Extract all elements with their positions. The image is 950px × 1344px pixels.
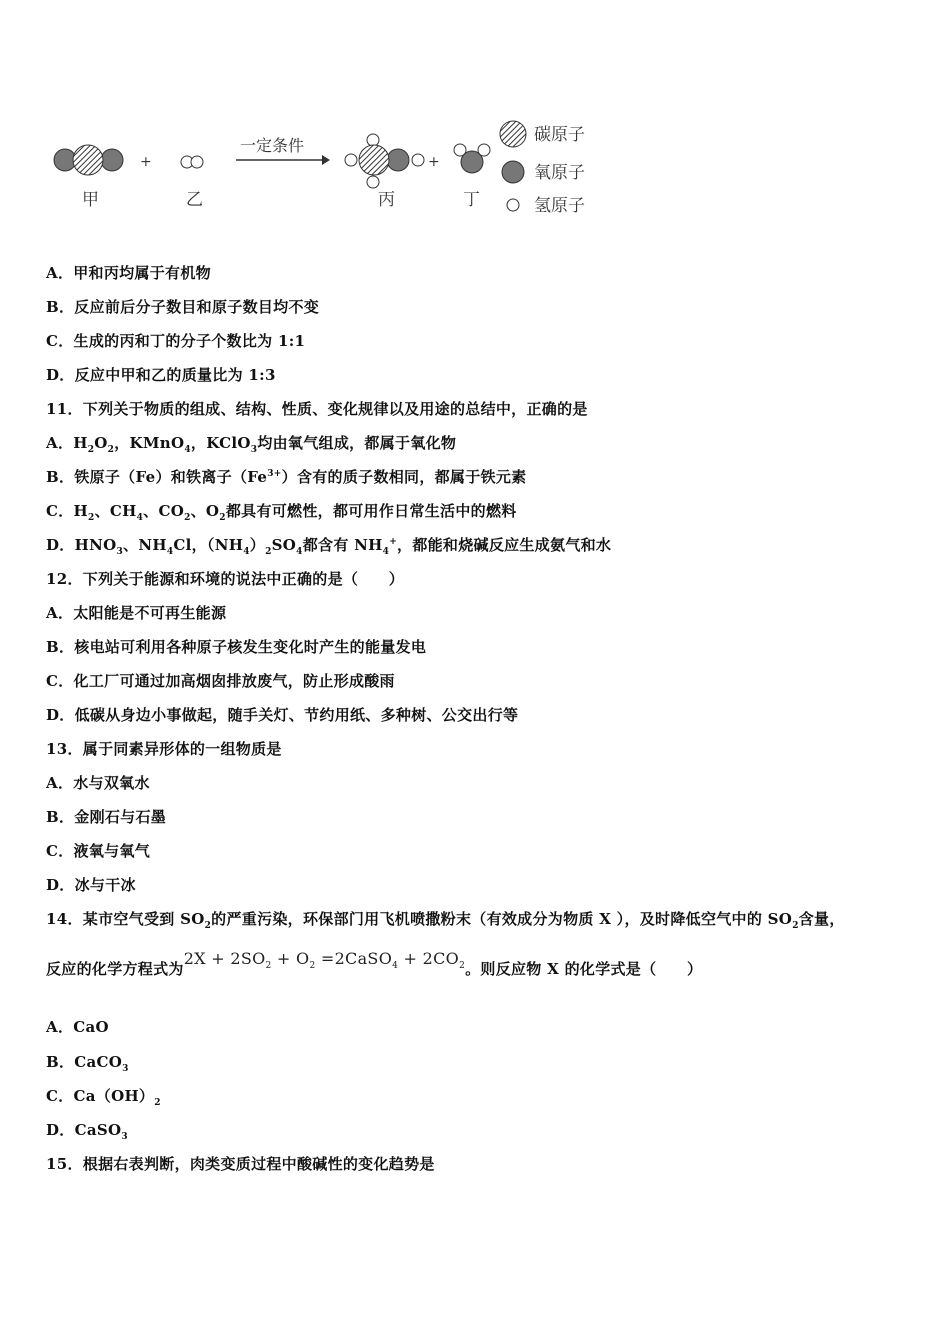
legend-hydrogen: 氢原子 [534,196,585,216]
q14-option-a: A．CaO [46,1018,109,1036]
q10-option-c: C．生成的丙和丁的分子个数比为 1:1 [46,332,306,350]
hydrogen-legend-icon [507,199,519,211]
q10-option-d: D．反应中甲和乙的质量比为 1:3 [46,366,276,384]
q14-option-d: D．CaSO$_3$ [46,1121,128,1142]
q13-option-c: C．液氧与氧气 [46,842,151,860]
q11-option-c: C．$H_2$、$CH_4$、$CO_2$、$O_2$都具有可燃性，都可用作日常生活中的燃料 [46,502,517,523]
q13-stem: 13．属于同素异形体的一组物质是 [46,740,282,758]
q15-stem: 15．根据右表判断，肉类变质过程中酸碱性的变化趋势是 [46,1155,435,1173]
oxygen-legend-icon [502,161,524,183]
q12-option-d: D．低碳从身边小事做起，随手关灯、节约用纸、多种树、公交出行等 [46,706,519,724]
chemical-equation: $2X + 2SO_2 + O_2$ =2CaSO$_4$ + $2CO_2$ [183,949,466,972]
q13-option-a: A．水与双氧水 [46,774,150,792]
label-yi: 乙 [186,190,203,210]
molecule-yi [181,156,203,168]
legend [500,121,585,216]
q11-option-d: D．$HNO_3$、$NH_4Cl$，$(NH_4)_2SO_4$都含有 $NH_4^+$，都能和烧碱反应生成氨气和水 [46,536,612,557]
q12-option-c: C．化工厂可通过加高烟囱排放废气，防止形成酸雨 [46,672,395,690]
molecule-bing [345,134,424,188]
arrow-head [322,155,330,165]
molecule-ding [454,144,490,173]
q12-stem: 12．下列关于能源和环境的说法中正确的是（ ） [46,570,405,588]
q10-option-a: A．甲和丙均属于有机物 [46,264,211,282]
plus-sign-2: + [428,154,440,170]
q13-option-d: D．冰与干冰 [46,876,136,894]
reaction-diagram [40,110,620,230]
q11-option-b: B．铁原子（Fe）和铁离子$(Fe^{3+})$含有的质子数相同，都属于铁元素 [46,468,527,486]
q13-option-b: B．金刚石与石墨 [46,808,167,826]
q14-option-b: B．CaCO$_3$ [46,1053,129,1074]
legend-carbon: 碳原子 [534,125,585,145]
q11-option-a: A．$H_2O_2$，KMnO$_4$，KClO$_3$均由氧气组成，都属于氧化物 [46,434,457,455]
label-ding: 丁 [463,190,480,210]
molecule-jia [54,145,123,175]
q14-option-c: C．$Ca(OH)_2$ [46,1087,161,1108]
q10-option-b: B．反应前后分子数目和原子数目均不变 [46,298,320,316]
molecule-diagram [40,110,620,230]
q12-option-b: B．核电站可利用各种原子核发生变化时产生的能量发电 [46,638,427,656]
q12-option-a: A．太阳能是不可再生能源 [46,604,227,622]
legend-oxygen: 氧原子 [534,163,585,183]
label-jia: 甲 [82,190,99,210]
arrow-label: 一定条件 [240,136,305,155]
label-bing: 丙 [378,190,395,210]
carbon-legend-icon [500,121,526,147]
q11-stem: 11．下列关于物质的组成、结构、性质、变化规律以及用途的总结中，正确的是 [46,400,588,418]
q14-stem: 14．某市空气受到 $SO_2$的严重污染，环保部门用飞机喷撒粉末（有效成分为物质 X ），及时降低空气中的 $SO_2$含量， [46,910,845,931]
q14-equation-line: 反应的化学方程式为$2X + 2SO_2 + O_2$ =2CaSO$_4$ + $2CO_2$。则反应物 X 的化学式是（ ） [46,949,703,978]
plus-sign-1: + [140,154,152,170]
